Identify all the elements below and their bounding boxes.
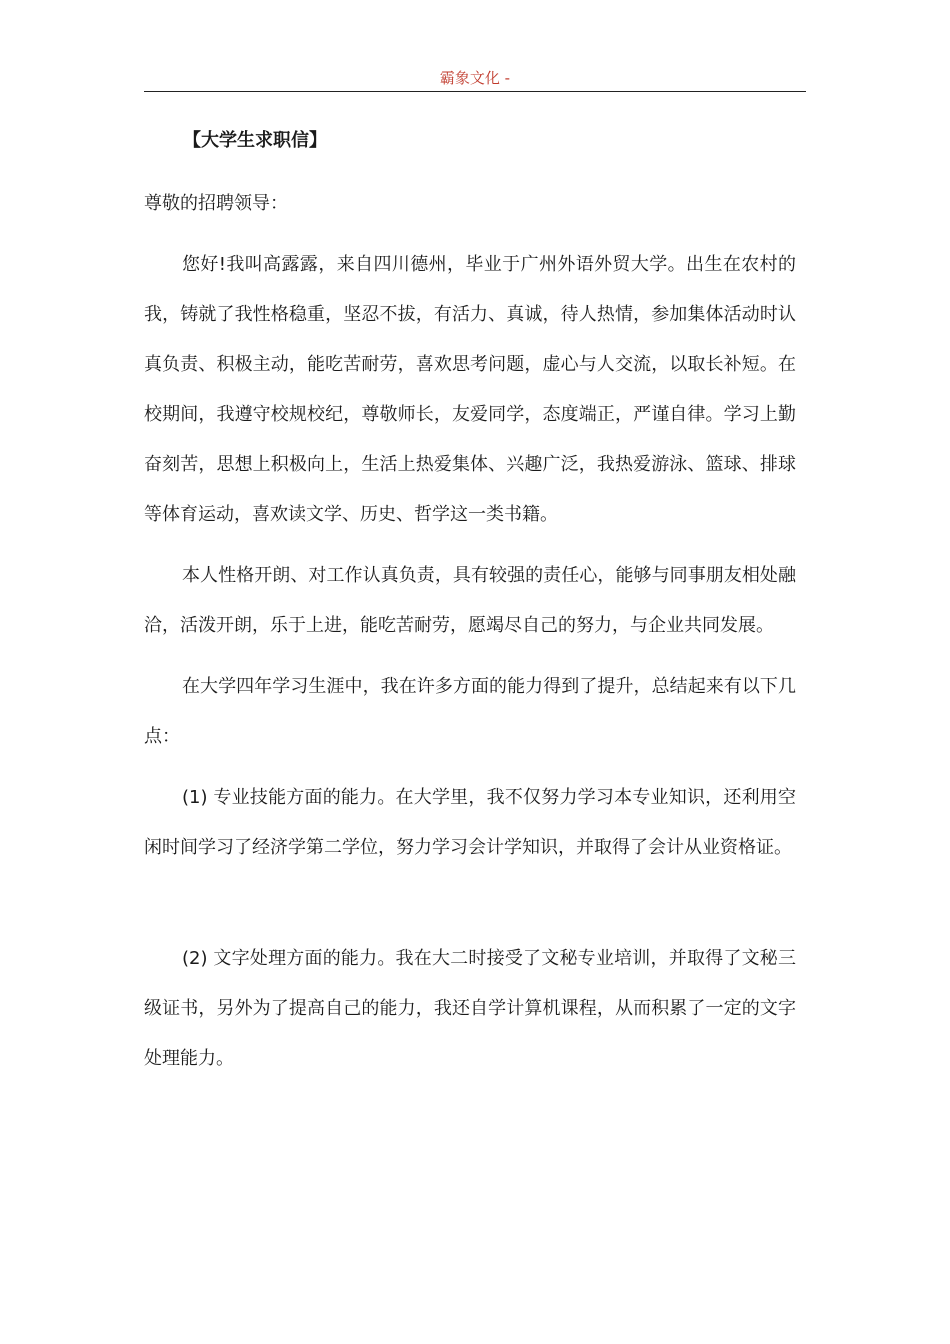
header-brand-text: 霸象文化 - — [439, 69, 511, 87]
salutation: 尊敬的招聘领导： — [144, 193, 288, 214]
paragraph-abilities-summary: 在大学四年学习生涯中，我在许多方面的能力得到了提升，总结起来有以下几点： — [144, 676, 796, 747]
page-header — [144, 66, 806, 92]
paragraph-personality: 本人性格开朗、对工作认真负责，具有较强的责任心，能够与同事朋友相处融洽，活泼开朗，乐于上进，能吃苦耐劳，愿竭尽自己的努力，与企业共同发展。 — [144, 565, 796, 636]
paragraph-professional-skills: (1) 专业技能方面的能力。在大学里，我不仅努力学习本专业知识，还利用空闲时间学习了经济学第二学位，努力学习会计学知识，并取得了会计从业资格证。 — [144, 787, 796, 858]
paragraph-writing-skills: (2) 文字处理方面的能力。我在大二时接受了文秘专业培训，并取得了文秘三级证书，另外为了提高自己的能力，我还自学计算机课程，从而积累了一定的文字处理能力。 — [144, 948, 796, 1069]
paragraph-introduction: 您好!我叫高露露，来自四川德州，毕业于广州外语外贸大学。出生在农村的我，铸就了我性格稳重，坚忍不拔，有活力、真诚，待人热情，参加集体活动时认真负责、积极主动，能吃苦耐劳，喜欢思考问题，虚心与人交流，以取长补短。在校期间，我遵守校规校纪，尊敬师长，友爱同学，态度端正，严谨自律。学习上勤奋刻苦，思想上积极向上，生活上热爱集体、兴趣广泛，我热爱游泳、篮球、排球等体育运动，喜欢读文学、历史、哲学这一类书籍。 — [144, 254, 796, 525]
document-title: 【大学生求职信】 — [183, 130, 327, 151]
